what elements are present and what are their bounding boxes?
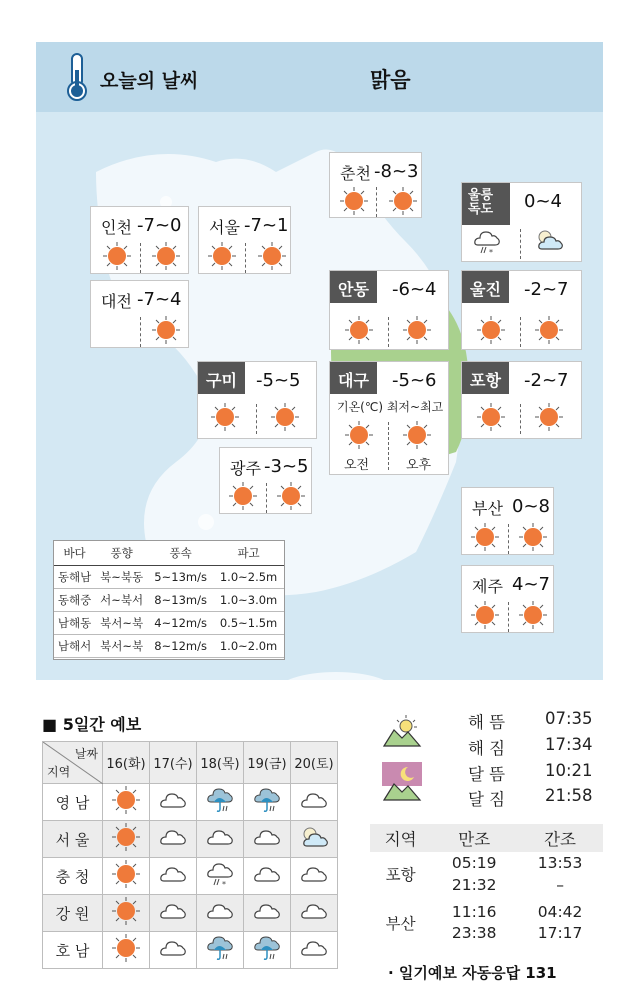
cloud-icon (299, 896, 329, 926)
table-cell: 서~북서 (95, 588, 148, 611)
table-cell: 남해서 (54, 634, 95, 657)
thermometer-icon (64, 52, 90, 102)
sun-icon (111, 785, 141, 815)
pm-label: 오후 (406, 458, 432, 473)
forecast-cell (197, 932, 244, 969)
forecast-row (43, 895, 338, 932)
table-cell: 8~12m/s (148, 634, 213, 657)
table-cell: 4~12m/s (148, 611, 213, 634)
forecast-cell (150, 895, 197, 932)
sun-icon (151, 315, 181, 345)
tide-time: 23:38 (451, 924, 497, 942)
rain-icon (205, 933, 235, 963)
sun-icon (344, 420, 374, 450)
divider (388, 317, 389, 347)
map-header (36, 42, 603, 112)
city-name: 대전 (101, 292, 132, 311)
forecast-title: ■ 5일간 예보 (42, 715, 142, 734)
forecast-header-row (43, 742, 338, 784)
column-header: 간조 (517, 824, 603, 852)
tide-time: – (556, 876, 564, 894)
cloud-icon (252, 822, 282, 852)
sun-icon (518, 522, 548, 552)
sun-icon (276, 481, 306, 511)
rain-icon (252, 785, 282, 815)
region-label: 서 울 (43, 821, 103, 858)
table-cell: 1.0~2.5m (213, 565, 284, 588)
region-label: 영 남 (43, 784, 103, 821)
forecast-cell (197, 784, 244, 821)
city-card-jeju (461, 565, 554, 633)
forecast-cell (244, 895, 291, 932)
city-card-pohang (461, 361, 582, 439)
tide-row (370, 852, 603, 874)
sun-icon (228, 481, 258, 511)
divider (266, 483, 267, 513)
cloud-icon (158, 785, 188, 815)
sun-icon (270, 402, 300, 432)
sun-icon (210, 402, 240, 432)
auto-response-note: · 일기예보 자동응답 131 (388, 964, 557, 982)
cloud-icon (158, 859, 188, 889)
forecast-cell (291, 858, 338, 895)
forecast-cell (197, 858, 244, 895)
rain-icon (205, 785, 235, 815)
forecast-row (43, 821, 338, 858)
cloud-icon (299, 785, 329, 815)
sea-conditions-table (53, 540, 285, 660)
rain-snow-icon (205, 859, 235, 889)
region-label: 호 남 (43, 932, 103, 969)
city-card-uljin (461, 270, 582, 350)
city-temp: -2~7 (524, 279, 569, 300)
column-header: 만조 (431, 824, 517, 852)
city-temp: 0~4 (524, 191, 562, 212)
divider (508, 602, 509, 632)
tide-row (370, 896, 603, 922)
city-card-gumi (197, 361, 317, 439)
forecast-table (42, 741, 338, 969)
table-cell: 1.0~3.0m (213, 588, 284, 611)
sun-icon (257, 241, 287, 271)
sunrise-time: 07:35 (545, 709, 593, 728)
cloud-icon (158, 896, 188, 926)
city-temp: -5~6 (392, 370, 437, 391)
cloud-icon (252, 859, 282, 889)
forecast-cell (150, 858, 197, 895)
forecast-cell (197, 895, 244, 932)
city-name: 부산 (472, 499, 503, 518)
city-temp: 0~8 (512, 496, 550, 517)
sun-icon (402, 420, 432, 450)
divider (140, 317, 141, 347)
sun-icon (470, 600, 500, 630)
tide-time: 17:17 (537, 924, 583, 942)
table-cell: 5~13m/s (148, 565, 213, 588)
table-header-row (54, 541, 284, 565)
city-temp: -8~3 (374, 161, 419, 182)
day-header: 17(수) (150, 742, 197, 784)
city-tag: 안동 (330, 271, 377, 303)
rain-icon (252, 933, 282, 963)
moonrise-label: 달 뜸 (468, 765, 506, 784)
city-card-chuncheon (329, 152, 422, 218)
city-temp: 4~7 (512, 574, 550, 595)
forecast-cell (244, 858, 291, 895)
forecast-row (43, 858, 338, 895)
city-name: 광주 (230, 459, 261, 478)
table-cell: 동해중 (54, 588, 95, 611)
sun-icon (111, 933, 141, 963)
sun-icon (470, 522, 500, 552)
corner-cell (43, 742, 103, 784)
region-label: 충 청 (43, 858, 103, 895)
city-card-ulleung (461, 182, 582, 262)
city-name: 인천 (101, 218, 132, 237)
forecast-cell (244, 784, 291, 821)
am-label: 오전 (344, 458, 370, 473)
tide-time: 21:32 (451, 876, 497, 894)
city-card-gwangju (219, 447, 312, 514)
city-tag: 포항 (462, 362, 509, 394)
cloud-icon (158, 933, 188, 963)
divider (256, 404, 257, 434)
column-header: 파고 (213, 541, 284, 565)
cloud-icon (205, 896, 235, 926)
temp-legend: 기온(℃) 최저~최고 (337, 400, 444, 414)
moonset-time: 21:58 (545, 786, 593, 805)
city-card-daegu (329, 361, 449, 475)
forecast-cell (103, 895, 150, 932)
cloud-icon (158, 822, 188, 852)
weather-summary: 맑음 (370, 68, 411, 92)
sun-icon (402, 315, 432, 345)
city-temp: -7~4 (137, 289, 182, 310)
column-header: 바다 (54, 541, 95, 565)
city-card-busan (461, 487, 554, 555)
table-cell: 1.0~2.0m (213, 634, 284, 657)
tide-region: 부산 (385, 915, 416, 933)
forecast-cell (103, 821, 150, 858)
corner-date-label: 날짜 (74, 747, 98, 761)
sunrise-label: 해 뜸 (468, 713, 506, 732)
sun-icon (388, 186, 418, 216)
city-card-andong (329, 270, 449, 350)
divider (245, 243, 246, 273)
table-row (54, 565, 284, 588)
forecast-cell (197, 821, 244, 858)
sun-icon (476, 402, 506, 432)
forecast-cell (291, 932, 338, 969)
sun-icon (534, 315, 564, 345)
city-temp: -3~5 (264, 456, 309, 477)
forecast-cell (291, 895, 338, 932)
partly-cloudy-icon (299, 822, 329, 852)
city-tag: 울진 (462, 271, 509, 303)
table-cell: 북~북동 (95, 565, 148, 588)
tide-table (370, 824, 603, 944)
divider (376, 187, 377, 217)
moonrise-time: 10:21 (545, 761, 593, 780)
sunset-time: 17:34 (545, 735, 593, 754)
table-cell: 북서~북 (95, 634, 148, 657)
divider (508, 524, 509, 554)
city-temp: -6~4 (392, 279, 437, 300)
city-temp: -5~5 (256, 370, 301, 391)
sun-icon (476, 315, 506, 345)
divider (140, 243, 141, 273)
day-header: 16(화) (103, 742, 150, 784)
city-temp: -7~1 (244, 215, 289, 236)
column-header: 풍향 (95, 541, 148, 565)
region-label: 강 원 (43, 895, 103, 932)
forecast-row (43, 932, 338, 969)
cloud-icon (205, 822, 235, 852)
forecast-cell (150, 932, 197, 969)
city-name: 제주 (472, 577, 503, 596)
day-header: 20(토) (291, 742, 338, 784)
table-cell: 동해남 (54, 565, 95, 588)
sun-icon (339, 186, 369, 216)
forecast-cell (103, 784, 150, 821)
moonset-label: 달 짐 (468, 790, 506, 809)
city-temp: -2~7 (524, 370, 569, 391)
table-cell: 0.5~1.5m (213, 611, 284, 634)
rain-snow-icon (472, 227, 502, 257)
divider (388, 422, 389, 470)
city-temp: -7~0 (137, 215, 182, 236)
city-card-incheon (90, 206, 189, 274)
forecast-cell (103, 858, 150, 895)
sun-icon (534, 402, 564, 432)
forecast-cell (244, 821, 291, 858)
divider (520, 404, 521, 434)
sun-icon (207, 241, 237, 271)
divider (520, 317, 521, 347)
sun-icon (102, 241, 132, 271)
forecast-cell (103, 932, 150, 969)
city-card-seoul (198, 206, 291, 274)
table-cell: 북서~북 (95, 611, 148, 634)
table-row (54, 588, 284, 611)
column-header: 지역 (370, 824, 431, 852)
city-tag: 울릉 독도 (462, 183, 510, 225)
tide-time: 05:19 (451, 854, 497, 872)
divider (520, 229, 521, 259)
partly-cloudy-icon (534, 225, 564, 255)
tide-header-row (370, 824, 603, 852)
moon-icon (382, 762, 422, 802)
tide-time: 04:42 (537, 903, 583, 921)
forecast-cell (291, 821, 338, 858)
sun-icon (151, 241, 181, 271)
table-cell: 남해동 (54, 611, 95, 634)
city-name: 춘천 (340, 164, 371, 183)
forecast-cell (244, 932, 291, 969)
city-tag: 구미 (198, 362, 245, 394)
tide-time: 13:53 (537, 854, 583, 872)
table-row (54, 634, 284, 657)
day-header: 19(금) (244, 742, 291, 784)
city-tag: 대구 (330, 362, 377, 394)
forecast-cell (150, 821, 197, 858)
day-header: 18(목) (197, 742, 244, 784)
sunrise-icon (382, 712, 422, 748)
tide-region: 포항 (385, 866, 416, 884)
table-row (54, 611, 284, 634)
cloud-icon (299, 933, 329, 963)
table-cell: 8~13m/s (148, 588, 213, 611)
sun-icon (111, 822, 141, 852)
forecast-row (43, 784, 338, 821)
tide-time: 11:16 (451, 903, 497, 921)
city-card-daejeon (90, 280, 189, 348)
sun-icon (111, 859, 141, 889)
sun-icon (344, 315, 374, 345)
forecast-cell (150, 784, 197, 821)
forecast-cell (291, 784, 338, 821)
map-title: 오늘의 날씨 (100, 70, 199, 92)
column-header: 풍속 (148, 541, 213, 565)
sunset-label: 해 짐 (468, 739, 506, 758)
sun-icon (518, 600, 548, 630)
corner-region-label: 지역 (47, 765, 71, 779)
sun-icon (111, 896, 141, 926)
cloud-icon (252, 896, 282, 926)
cloud-icon (299, 859, 329, 889)
city-name: 서울 (209, 218, 240, 237)
